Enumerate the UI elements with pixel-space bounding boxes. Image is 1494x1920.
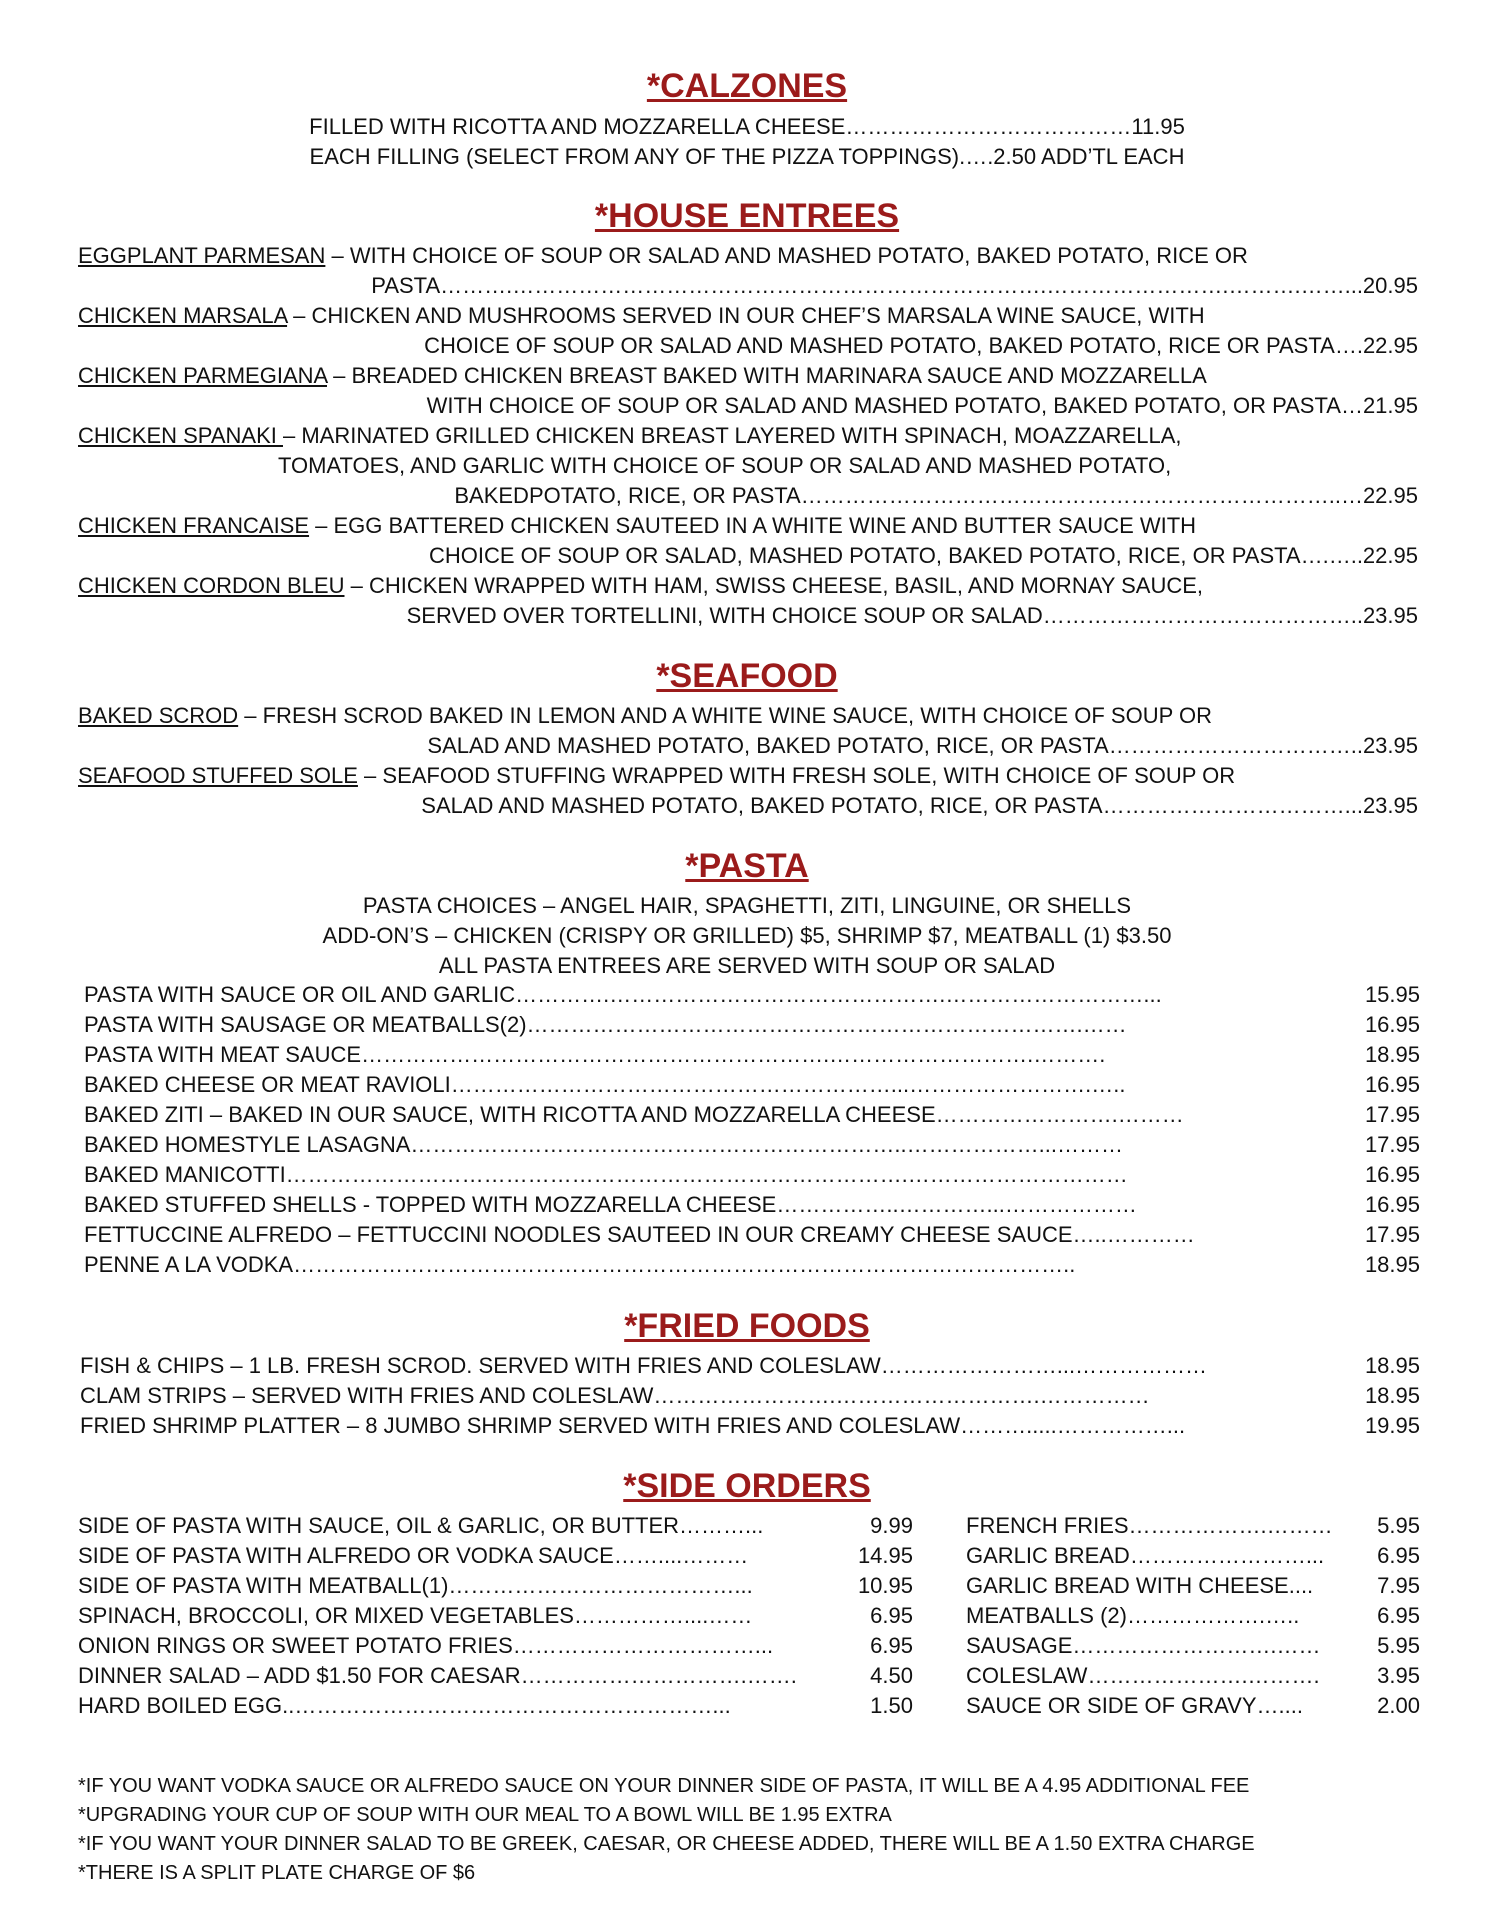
item-label: BAKED STUFFED SHELLS - TOPPED WITH MOZZARELLA CHEESE……………..…………...………………	[84, 1192, 1137, 1217]
item-label: BAKED HOMESTYLE LASAGNA…………………………………………………………..………………...………	[84, 1132, 1123, 1157]
side-order-row	[966, 1571, 1420, 1601]
menu-item-chicken-francaise	[78, 511, 1418, 571]
item-price: 15.95	[1364, 982, 1420, 1007]
item-price: 14.95	[857, 1543, 913, 1568]
item-name: CHICKEN FRANCAISE	[78, 513, 310, 538]
item-description: – SEAFOOD STUFFING WRAPPED WITH FRESH SOLE, WITH CHOICE OF SOUP OR	[357, 763, 1236, 788]
item-description-cont: CHOICE OF SOUP OR SALAD, MASHED POTATO, BAKED POTATO, RICE, OR PASTA….…..22.95	[429, 543, 1418, 568]
note: *IF YOU WANT YOUR DINNER SALAD TO BE GREEK, CAESAR, OR CHEESE ADDED, THERE WILL BE A 1.50 EXTRA CHARGE	[78, 1833, 1255, 1855]
item-price: 5.95	[1377, 1513, 1420, 1538]
note: *UPGRADING YOUR CUP OF SOUP WITH OUR MEAL TO A BOWL WILL BE 1.95 EXTRA	[78, 1804, 892, 1826]
pasta-menu-row	[84, 1160, 1420, 1190]
item-label: ONION RINGS OR SWEET POTATO FRIES……………………………...	[78, 1633, 774, 1658]
seafood-heading: *SEAFOOD	[656, 657, 838, 695]
item-name: EGGPLANT PARMESAN	[78, 243, 326, 268]
item-label: SIDE OF PASTA WITH SAUCE, OIL & GARLIC, OR BUTTER………...	[78, 1513, 764, 1538]
side-order-row	[966, 1691, 1420, 1721]
item-label: GARLIC BREAD……………………...	[966, 1543, 1325, 1568]
item-label: FRENCH FRIES……………….………	[966, 1513, 1333, 1538]
pasta-menu-row	[84, 1130, 1420, 1160]
item-price: 6.95	[870, 1633, 913, 1658]
item-label: FISH & CHIPS – 1 LB. FRESH SCROD. SERVED WITH FRIES AND COLESLAW……………………...………………	[80, 1353, 1208, 1378]
pasta-intro-line: ALL PASTA ENTREES ARE SERVED WITH SOUP OR SALAD	[438, 953, 1056, 978]
side-order-row	[966, 1661, 1420, 1691]
item-label: MEATBALLS (2)……………….…..	[966, 1603, 1300, 1628]
item-price: 18.95	[1364, 1383, 1420, 1408]
item-description-cont: CHOICE OF SOUP OR SALAD AND MASHED POTATO, BAKED POTATO, RICE OR PASTA….22.95	[424, 333, 1418, 358]
menu-item-chicken-cordon-bleu	[78, 571, 1418, 631]
side-order-row	[966, 1511, 1420, 1541]
note: *IF YOU WANT VODKA SAUCE OR ALFREDO SAUCE ON YOUR DINNER SIDE OF PASTA, IT WILL BE A 4.95 ADDITIONAL FEE	[78, 1775, 1250, 1797]
item-name: CHICKEN SPANAKI	[78, 423, 283, 448]
calzones-line: EACH FILLING (SELECT FROM ANY OF THE PIZZA TOPPINGS).….2.50 ADD’TL EACH	[309, 144, 1185, 169]
item-description-cont: WITH CHOICE OF SOUP OR SALAD AND MASHED POTATO, BAKED POTATO, OR PASTA…21.95	[426, 393, 1418, 418]
fried-foods-heading: *FRIED FOODS	[624, 1307, 870, 1345]
menu-item-chicken-spanaki	[78, 421, 1418, 511]
item-price: 4.50	[870, 1663, 913, 1688]
menu-item-chicken-marsala	[78, 301, 1418, 361]
item-label: CLAM STRIPS – SERVED WITH FRIES AND COLESLAW…………………….……………………….……………	[80, 1383, 1150, 1408]
side-order-row	[78, 1661, 913, 1691]
side-orders-heading: *SIDE ORDERS	[623, 1467, 871, 1505]
item-price: 1.50	[870, 1693, 913, 1718]
item-price: 6.95	[1377, 1603, 1420, 1628]
item-label: PASTA WITH MEAT SAUCE……………………………………………………….……………………….……….	[84, 1042, 1106, 1067]
item-price: 7.95	[1377, 1573, 1420, 1598]
item-label: SIDE OF PASTA WITH MEATBALL(1)…………………………………...	[78, 1573, 753, 1598]
item-label: BAKED CHEESE OR MEAT RAVIOLI……………………………………………………...…………………….…..	[84, 1072, 1126, 1097]
side-order-row	[966, 1541, 1420, 1571]
calzones-heading: *CALZONES	[646, 67, 848, 105]
item-label: SPINACH, BROCCOLI, OR MIXED VEGETABLES……………....……	[78, 1603, 753, 1628]
fried-menu-row	[80, 1411, 1420, 1441]
item-label: DINNER SALAD – ADD $1.50 FOR CAESAR………………………….…….	[78, 1663, 797, 1688]
menu-item-baked-scrod	[78, 701, 1418, 761]
item-label: COLESLAW………………….……….	[966, 1663, 1320, 1688]
item-label: BAKED ZITI – BAKED IN OUR SAUCE, WITH RICOTTA AND MOZZARELLA CHEESE…………………….………	[84, 1102, 1184, 1127]
item-description: – CHICKEN AND MUSHROOMS SERVED IN OUR CHEF’S MARSALA WINE SAUCE, WITH	[287, 303, 1205, 328]
item-description: – CHICKEN WRAPPED WITH HAM, SWISS CHEESE, BASIL, AND MORNAY SAUCE,	[344, 573, 1204, 598]
side-order-row	[966, 1601, 1420, 1631]
fried-menu-row	[80, 1351, 1420, 1381]
item-price: 2.00	[1377, 1693, 1420, 1718]
item-label: PENNE A LA VODKA……………………………………………………………………………………………..	[84, 1252, 1076, 1277]
fried-menu-row	[80, 1381, 1420, 1411]
side-order-row	[966, 1631, 1420, 1661]
side-order-row	[78, 1691, 913, 1721]
item-name: CHICKEN PARMEGIANA	[78, 363, 327, 388]
item-label: SAUCE OR SIDE OF GRAVY…....	[966, 1693, 1303, 1718]
item-price: 16.95	[1364, 1072, 1420, 1097]
item-price: 18.95	[1364, 1252, 1420, 1277]
item-price: 17.95	[1364, 1102, 1420, 1127]
item-description-cont: TOMATOES, AND GARLIC WITH CHOICE OF SOUP OR SALAD AND MASHED POTATO,	[278, 453, 1172, 478]
item-label: FETTUCCINE ALFREDO – FETTUCCINI NOODLES SAUTEED IN OUR CREAMY CHEESE SAUCE…..…………	[84, 1222, 1195, 1247]
pasta-intro-line: PASTA CHOICES – ANGEL HAIR, SPAGHETTI, ZITI, LINGUINE, OR SHELLS	[362, 893, 1132, 918]
item-name: BAKED SCROD	[78, 703, 239, 728]
item-price: 3.95	[1377, 1663, 1420, 1688]
house-entrees-heading: *HOUSE ENTREES	[594, 197, 900, 235]
item-label: FRIED SHRIMP PLATTER – 8 JUMBO SHRIMP SERVED WITH FRIES AND COLESLAW……….....……………...	[80, 1413, 1186, 1438]
item-name: CHICKEN CORDON BLEU	[78, 573, 345, 598]
item-label: PASTA WITH SAUSAGE OR MEATBALLS(2)………………………………………………………………….……	[84, 1012, 1127, 1037]
item-label: PASTA WITH SAUCE OR OIL AND GARLIC………….……………………………………….………………………...	[84, 982, 1162, 1007]
item-description-cont: SALAD AND MASHED POTATO, BAKED POTATO, RICE, OR PASTA……………………………..23.95	[427, 733, 1418, 758]
item-description: – EGG BATTERED CHICKEN SAUTEED IN A WHITE WINE AND BUTTER SAUCE WITH	[309, 513, 1197, 538]
pasta-menu-row	[84, 980, 1420, 1010]
side-order-row	[78, 1601, 913, 1631]
item-price: 10.95	[857, 1573, 913, 1598]
item-name: SEAFOOD STUFFED SOLE	[78, 763, 358, 788]
item-price: 6.95	[870, 1603, 913, 1628]
pasta-menu-row	[84, 1100, 1420, 1130]
menu-notes	[78, 1772, 1458, 1888]
item-description-cont: SERVED OVER TORTELLINI, WITH CHOICE SOUP OR SALAD……………………………………..23.95	[406, 603, 1418, 628]
side-order-row	[78, 1631, 913, 1661]
item-description-cont: PASTA……….……………………………………………………………….…………………….……….……...20.95	[371, 273, 1418, 298]
menu-item-eggplant-parmesan	[78, 241, 1418, 301]
pasta-menu-row	[84, 1010, 1420, 1040]
item-price: 19.95	[1364, 1413, 1420, 1438]
item-price: 16.95	[1364, 1162, 1420, 1187]
item-price: 16.95	[1364, 1192, 1420, 1217]
menu-item-seafood-stuffed-sole	[78, 761, 1418, 821]
pasta-menu-row	[84, 1220, 1420, 1250]
pasta-menu-row	[84, 1040, 1420, 1070]
item-label: BAKED MANICOTTI………………………………………………………………………….…………………………	[84, 1162, 1128, 1187]
item-description: – MARINATED GRILLED CHICKEN BREAST LAYERED WITH SPINACH, MOAZZARELLA,	[282, 423, 1182, 448]
item-label: GARLIC BREAD WITH CHEESE....	[966, 1573, 1314, 1598]
item-price: 17.95	[1364, 1222, 1420, 1247]
item-price: 5.95	[1377, 1633, 1420, 1658]
item-label: HARD BOILED EGG..…………………………………………………...	[78, 1693, 731, 1718]
item-description-cont: BAKEDPOTATO, RICE, OR PASTA………………………………………………………………..…22.95	[454, 483, 1418, 508]
item-name: CHICKEN MARSALA	[78, 303, 288, 328]
item-description: – BREADED CHICKEN BREAST BAKED WITH MARINARA SAUCE AND MOZZARELLA	[326, 363, 1207, 388]
pasta-menu-row	[84, 1190, 1420, 1220]
pasta-intro-line: ADD-ON’S – CHICKEN (CRISPY OR GRILLED) $5, SHRIMP $7, MEATBALL (1) $3.50	[322, 923, 1172, 948]
item-description: – WITH CHOICE OF SOUP OR SALAD AND MASHED POTATO, BAKED POTATO, RICE OR	[325, 243, 1248, 268]
side-order-row	[78, 1511, 913, 1541]
item-price: 18.95	[1364, 1042, 1420, 1067]
item-description: – FRESH SCROD BAKED IN LEMON AND A WHITE WINE SAUCE, WITH CHOICE OF SOUP OR	[238, 703, 1212, 728]
item-description-cont: SALAD AND MASHED POTATO, BAKED POTATO, RICE, OR PASTA……………………………...23.95	[421, 793, 1418, 818]
pasta-heading: *PASTA	[685, 847, 809, 885]
note: *THERE IS A SPLIT PLATE CHARGE OF $6	[78, 1862, 476, 1884]
pasta-menu-row	[84, 1250, 1420, 1280]
pasta-menu-row	[84, 1070, 1420, 1100]
item-price: 6.95	[1377, 1543, 1420, 1568]
item-label: SIDE OF PASTA WITH ALFREDO OR VODKA SAUCE……....………	[78, 1543, 749, 1568]
item-price: 16.95	[1364, 1012, 1420, 1037]
side-order-row	[78, 1541, 913, 1571]
item-price: 9.99	[870, 1513, 913, 1538]
menu-item-chicken-parmegiana	[78, 361, 1418, 421]
calzones-line: FILLED WITH RICOTTA AND MOZZARELLA CHEESE…………………………………11.95	[309, 114, 1185, 139]
side-order-row	[78, 1571, 913, 1601]
item-price: 18.95	[1364, 1353, 1420, 1378]
item-price: 17.95	[1364, 1132, 1420, 1157]
item-label: SAUSAGE……………………….……	[966, 1633, 1321, 1658]
